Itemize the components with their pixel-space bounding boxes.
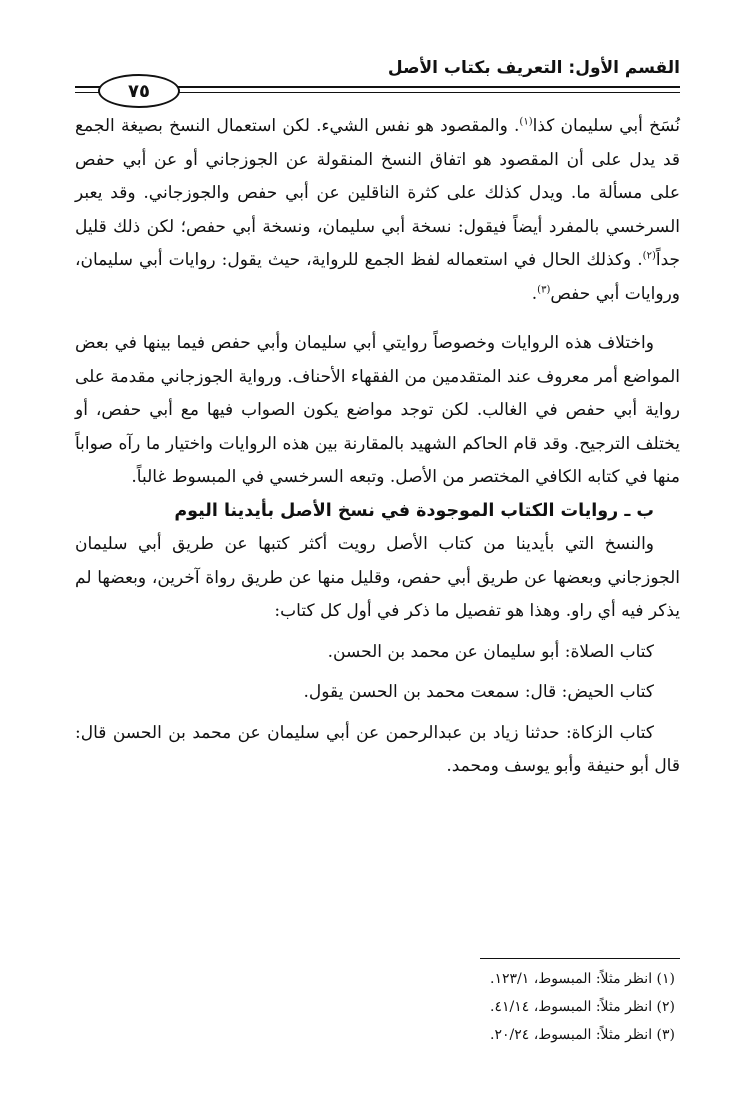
footnote-2: (٢) انظر مثلاً: المبسوط، ٤١/١٤. [490,999,675,1015]
chapter-salat-line: كتاب الصلاة: أبو سليمان عن محمد بن الحسن. [327,641,654,662]
paragraph-2: واختلاف هذه الروايات وخصوصاً روايتي أبي سليمان وأبي حفص فيما بينها في بعض المواضع أمر معروف عند المتقدمين من الفقهاء الأحناف. ورواية الجوزجاني مقدمة على رواية أبي حفص في الغالب. لكن توجد مواضع يكون الصواب فيها مع أبي حفص، أو يختلف الترجيح. وقد قام الحاكم الشهيد بالمقارنة بين هذه الروايات واختيار ما رآه صواباً منها في كتابه الكافي المختصر من الأصل. وتبعه السرخسي في المبسوط غالباً. [75,333,680,487]
footnote-1: (١) انظر مثلاً: المبسوط، ١٢٣/١. [490,971,675,987]
footnote-ref-2[interactable]: (٢) [642,250,656,262]
paragraph-1-text-d: . [531,283,538,304]
footnotes [70,965,675,1049]
paragraph-1-text-a: نُسَخ أبي سليمان كذا [532,116,680,136]
footnote-ref-1[interactable]: (١) [519,116,533,128]
paragraph-3: والنسخ التي بأيدينا من كتاب الأصل رويت أكثر كتبها عن طريق أبي سليمان الجوزجاني وبعضها عن طريق أبي حفص، وقليل منها عن طريق رواة آخرين، وبعضها لم يذكر فيه أي راو. وهذا هو تفصيل ما ذكر في أول كل كتاب: [75,534,680,621]
footnote-rule [480,958,680,959]
footnote-3: (٣) انظر مثلاً: المبسوط، ٢٠/٢٤. [490,1027,675,1043]
chapter-zakat-line: كتاب الزكاة: حدثنا زياد بن عبدالرحمن عن أبي سليمان عن محمد بن الحسن قال: قال أبو حنيفة وأبو يوسف ومحمد. [75,722,680,776]
page-number-badge [98,74,180,108]
main-text [75,110,680,784]
chapter-hayd-line: كتاب الحيض: قال: سمعت محمد بن الحسن يقول. [303,682,654,702]
paragraph-1-text-b: . والمقصود هو نفس الشيء. لكن استعمال النسخ بصيغة الجمع قد يدل على أن المقصود هو اتفاق النسخ المنقولة عن الجوزجاني أو عن أبي حفص على مسألة ما. ويدل كذلك على كثرة الناقلين عن أبي حفص والجوزجاني. وقد يعبر السرخسي بالمفرد أيضاً فيقول: نسخة أبي سليمان، ونسخة أبي حفص؛ لكن ذلك قليل جداً [75,116,680,270]
paragraph-1 [75,110,680,311]
paragraph-1-text-c: . وكذلك الحال في استعماله لفظ الجمع للرواية، حيث يقول: روايات أبي سليمان، وروايات أبي حفص [75,250,680,304]
section-heading: ب ـ روايات الكتاب الموجودة في نسخ الأصل بأيدينا اليوم [174,500,654,521]
running-head: القسم الأول: التعريف بكتاب الأصل [387,58,680,78]
page-number: ٧٥ [128,80,150,102]
footnote-ref-3[interactable]: (٣) [537,283,551,295]
